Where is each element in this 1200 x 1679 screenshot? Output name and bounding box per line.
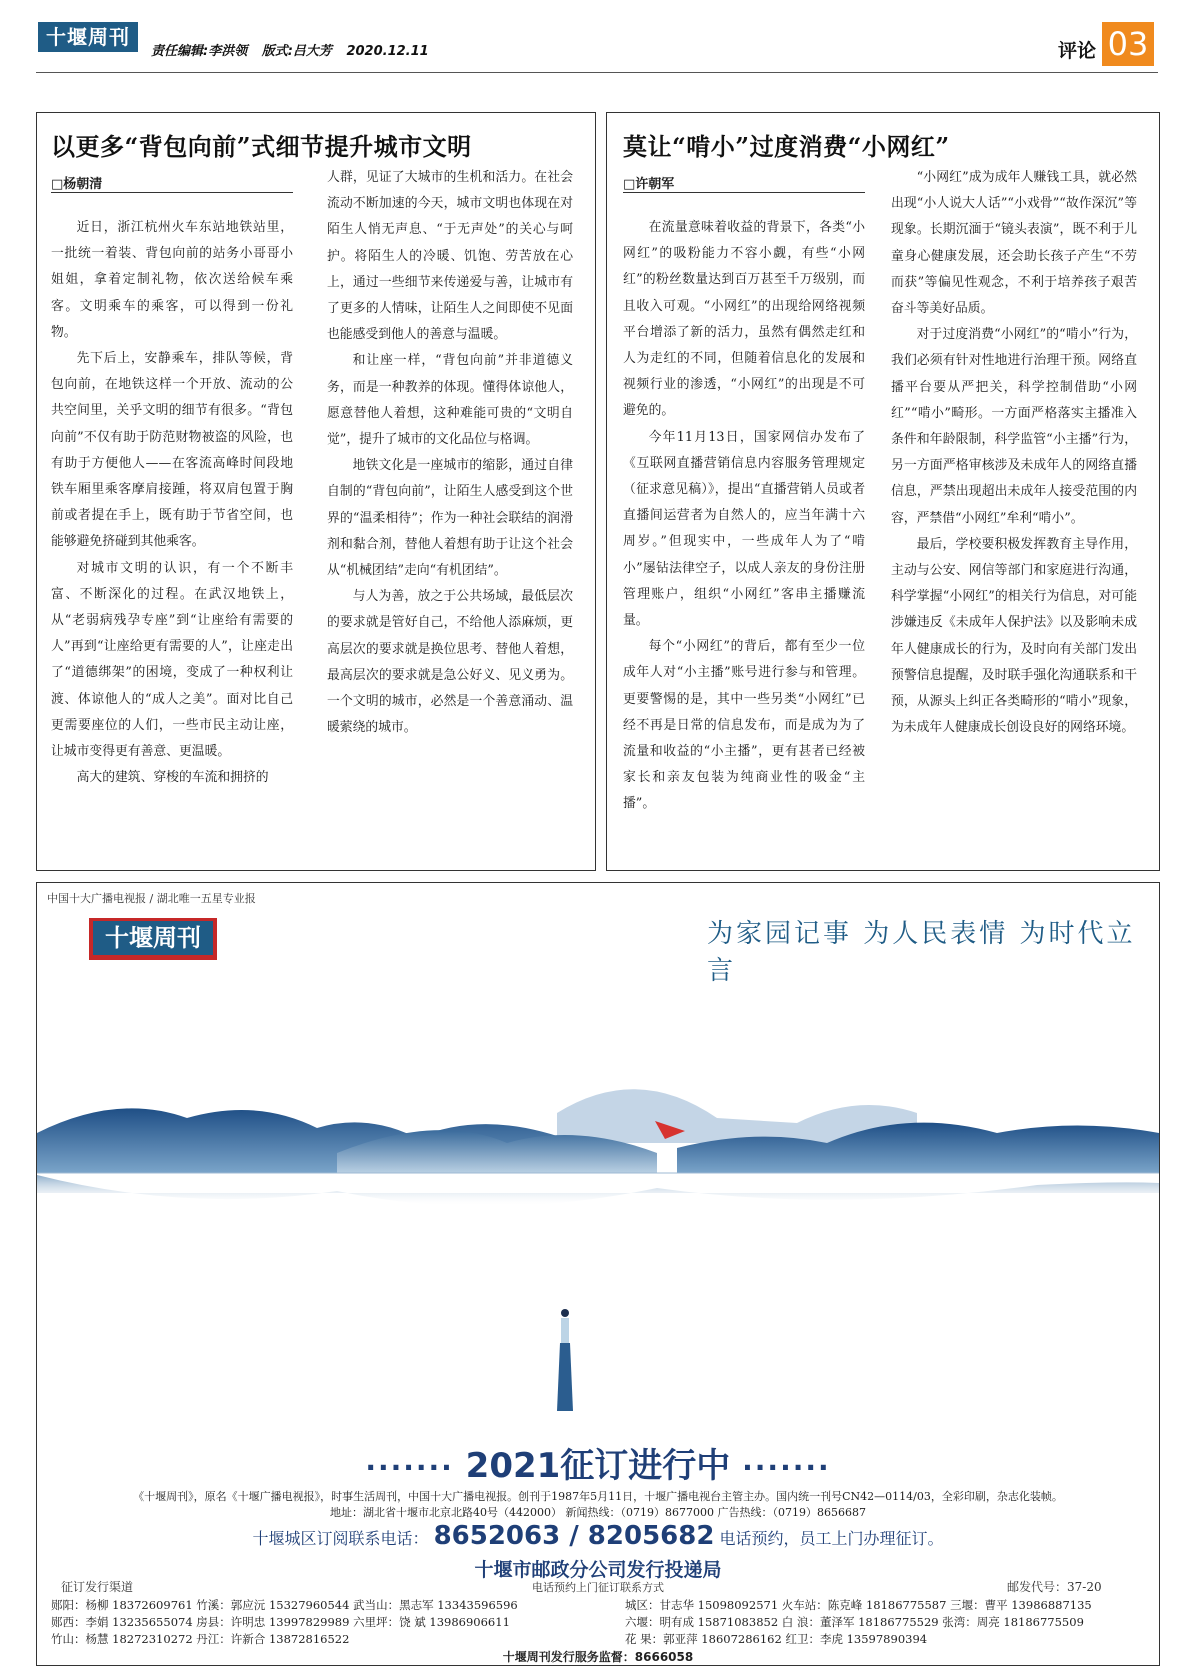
byline: □许朝军: [623, 177, 675, 192]
channel-label: 征订发行渠道: [61, 1580, 134, 1594]
byline-rule: [51, 192, 293, 193]
masthead-logo: 十堰周刊: [38, 22, 138, 52]
contact-row: 郧西：李娟 13235655074 房县：许明忠 13997829989 六里坪：饶 斌 13986906611: [51, 1615, 510, 1629]
phone-line: [37, 1521, 1159, 1551]
page-number: 03: [1102, 22, 1154, 66]
subscribe-heading: [37, 1438, 1159, 1487]
byline: □杨朝清: [51, 177, 103, 192]
paragraph: 对于过度消费“小网红”的“啃小”行为，我们必须有针对性地进行治理干预。网络直播平台要从严把关，科学控制借助“小网红”“啃小”畸形。一方面严格落实主播准入条件和年龄限制，科学监管“小主播”行为，另一方面严格审核涉及未成年人的网络直播信息，严禁出现超出未成年人接受范围的内容，严禁借“小网红”牟利“啃小”。: [891, 327, 1137, 526]
paragraph: 对城市文明的认识，有一个不断丰富、不断深化的过程。在武汉地铁上，从“老弱病残孕专座”到“让座给有需要的人”再到“让座给更有需要的人”，让座走出了“道德绑架”的困境，变成了一种权利让渡、体谅他人的“成人之美”。面对比自己更需要座位的人们，一些市民主动让座，让城市变得更有善意、更温暖。: [51, 560, 293, 760]
paragraph: 和让座一样，“背包向前”并非道德义务，而是一种教养的体现。懂得体谅他人，愿意替他人着想，这种难能可贵的“文明自觉”，提升了城市的文化品位与格调。: [327, 353, 573, 448]
paragraph: 先下后上，安静乘车，排队等候，背包向前，在地铁这样一个开放、流动的公共空间里，关乎文明的细节有很多。“背包向前”不仅有助于防范财物被盗的风险，也有助于方便他人——在客流高峰时间段地铁车厢里乘客摩肩接踵，将双肩包置于胸前或者提在手上，既有助于节省空间，也能够避免挤碰到其他乘客。: [51, 351, 293, 550]
paragraph: 今年11月13日，国家网信办发布了《互联网直播营销信息内容服务管理规定（征求意见稿）》，提出“直播营销人员或者直播间运营者为自然人的，应当年满十六周岁。”但现实中，一些成年人为了“啃小”屡钻法律空子，以成人亲友的身份注册管理账户，组织“小网红”客串主播赚流量。: [623, 429, 865, 629]
article-title: 莫让“啃小”过度消费“小网红”: [623, 132, 950, 161]
paragraph: 地铁文化是一座城市的缩影，通过自律自制的“背包向前”，让陌生人感受到这个世界的“温柔相待”；作为一种社会联结的润滑剂和黏合剂，替他人着想有助于让这个社会从“机械团结”走向“有机团结”。: [327, 458, 573, 579]
paragraph: 最后，学校要积极发挥教育主导作用，主动与公安、网信等部门和家庭进行沟通，科学掌握“小网红”的相关行为信息，对可能涉嫌违反《未成年人保护法》以及影响未成年人健康成长的行为，及时向有关部门发出预警信息提醒，及时联手强化沟通联系和干预，从源头上纠正各类畸形的“啃小”现象，为未成年人健康成长创设良好的网络环境。: [891, 536, 1137, 736]
ad-logo-text: 十堰周刊: [93, 921, 213, 955]
paragraph: 与人为善，放之于公共场域，最低层次的要求就是管好自己，不给他人添麻烦，更高层次的要求就是换位思考、替他人着想，最高层次的要求就是急公好义、见义勇为。一个文明的城市，必然是一个善意涌动、温暖萦绕的城市。: [327, 589, 573, 736]
header-meta: [151, 40, 439, 59]
standing-figure: [557, 1309, 573, 1411]
issue-date: 2020.12.11: [346, 44, 429, 59]
article-right: [606, 112, 1160, 871]
article-title: 以更多“背包向前”式细节提升城市文明: [51, 132, 472, 161]
contact-row: 六堰：明有成 15871083852 白 浪：董泽军 18186775529 张湾：周亮 18186775509: [625, 1615, 1084, 1629]
mountain-reflection: [37, 1175, 1159, 1206]
article-column-1: [623, 215, 865, 818]
layout-credit: 版式:吕大芳: [261, 44, 332, 59]
ad-small-tagline: 中国十大广播电视报 / 湖北唯一五星专业报: [47, 892, 256, 905]
phone-numbers: 8652063 / 8205682: [433, 1521, 715, 1551]
ad-slogan: 为家园记事 为人民表情 为时代立言: [707, 919, 1136, 986]
paragraph: 每个“小网红”的背后，都有至少一位成年人对“小主播”账号进行参与和管理。更要警惕的是，其中一些另类“小网红”已经不再是日常的信息发布，而是成为为了流量和收益的“小主播”，更有甚者已经被家长和亲友包装为纯商业性的吸金“主播”。: [623, 639, 865, 812]
section-label: 评论: [1058, 40, 1097, 62]
subscribe-title: 2021征订进行中: [465, 1446, 731, 1486]
contact-row: 竹山：杨慧 18272310272 丹江：许新合 13872816522: [51, 1632, 350, 1646]
distributor-subheading: 电话预约上门征订联系方式: [532, 1581, 664, 1594]
ad-address-line: 地址：湖北省十堰市北京北路40号（442000） 新闻热线：（0719）8677000 广告热线：（0719）8656687: [330, 1506, 866, 1519]
ad-intro-line: 《十堰周刊》，原名《十堰广播电视报》，时事生活周刊，中国十大广播电视报。创刊于1987年5月11日，十堰广播电视台主管主办。国内统一刊号CN42—0114/03，全彩印刷，杂志化装帧。: [133, 1490, 1063, 1503]
article-column-2: [327, 165, 573, 741]
contact-row: 花 果：郭亚萍 18607286162 红卫：李虎 13597890394: [625, 1632, 928, 1646]
contacts-left: [51, 1597, 518, 1648]
paragraph: 人群，见证了大城市的生机和活力。在社会流动不断加速的今天，城市文明也体现在对陌生人悄无声息、“于无声处”的关心与呵护。将陌生人的冷暖、饥饱、劳苦放在心上，通过一些细节来传递爱与善，让城市有了更多的人情味，让陌生人之间即使不见面也能感受到他人的善意与温暖。: [327, 170, 573, 343]
phone-suffix: 电话预约，员工上门办理征订。: [719, 1529, 944, 1548]
paragraph: “小网红”成为成年人赚钱工具，就必然出现“小人说大人话”“小戏骨”“故作深沉”等现象。长期沉湎于“镜头表演”，既不利于儿童身心健康发展，还会助长孩子产生“不劳而获”等偏见性观念，不利于培养孩子艰苦奋斗等美好品质。: [891, 170, 1137, 317]
landscape-illustration: [37, 1073, 1159, 1413]
article-column-2: [891, 165, 1137, 741]
distributor-heading: 十堰市邮政分公司发行投递局: [474, 1559, 722, 1581]
contact-row: 城区：甘志华 15098092571 火车站：陈克峰 18186775587 三堰：曹平 13986887135: [625, 1598, 1092, 1612]
dots-left: ·······: [365, 1451, 454, 1484]
dots-right: ·······: [742, 1451, 831, 1484]
header-rule: [36, 72, 1158, 73]
paragraph: 近日，浙江杭州火车东站地铁站里，一批统一着装、背包向前的站务小哥哥小姐姐，拿着定制礼物，依次送给候车乘客。文明乘车的乘客，可以得到一份礼物。: [51, 220, 293, 340]
contact-row: 郧阳：杨柳 18372609761 竹溪：郭应沅 15327960544 武当山：黑志军 13343596596: [51, 1598, 518, 1612]
paragraph: 高大的建筑、穿梭的车流和拥挤的: [76, 770, 269, 786]
subscription-ad: [36, 882, 1160, 1666]
editor-credit: 责任编辑:李洪领: [151, 44, 248, 59]
byline-rule: [623, 192, 865, 193]
postal-code: 邮发代号：37-20: [1007, 1580, 1102, 1594]
supervisor-line: 十堰周刊发行服务监督：8666058: [502, 1650, 694, 1664]
contacts-right: [625, 1597, 1092, 1648]
paragraph: 在流量意味着收益的背景下，各类“小网红”的吸粉能力不容小觑，有些“小网红”的粉丝数量达到百万甚至千万级别，而且收入可观。“小网红”的出现给网络视频平台增添了新的活力，虽然有偶然走红和人为走红的不同，但随着信息化的发展和视频行业的渗透，“小网红”的出现是不可避免的。: [623, 220, 865, 419]
ad-logo: [89, 918, 217, 960]
article-left: [36, 112, 596, 871]
article-column-1: [51, 215, 293, 791]
phone-prefix: 十堰城区订阅联系电话：: [252, 1529, 429, 1548]
